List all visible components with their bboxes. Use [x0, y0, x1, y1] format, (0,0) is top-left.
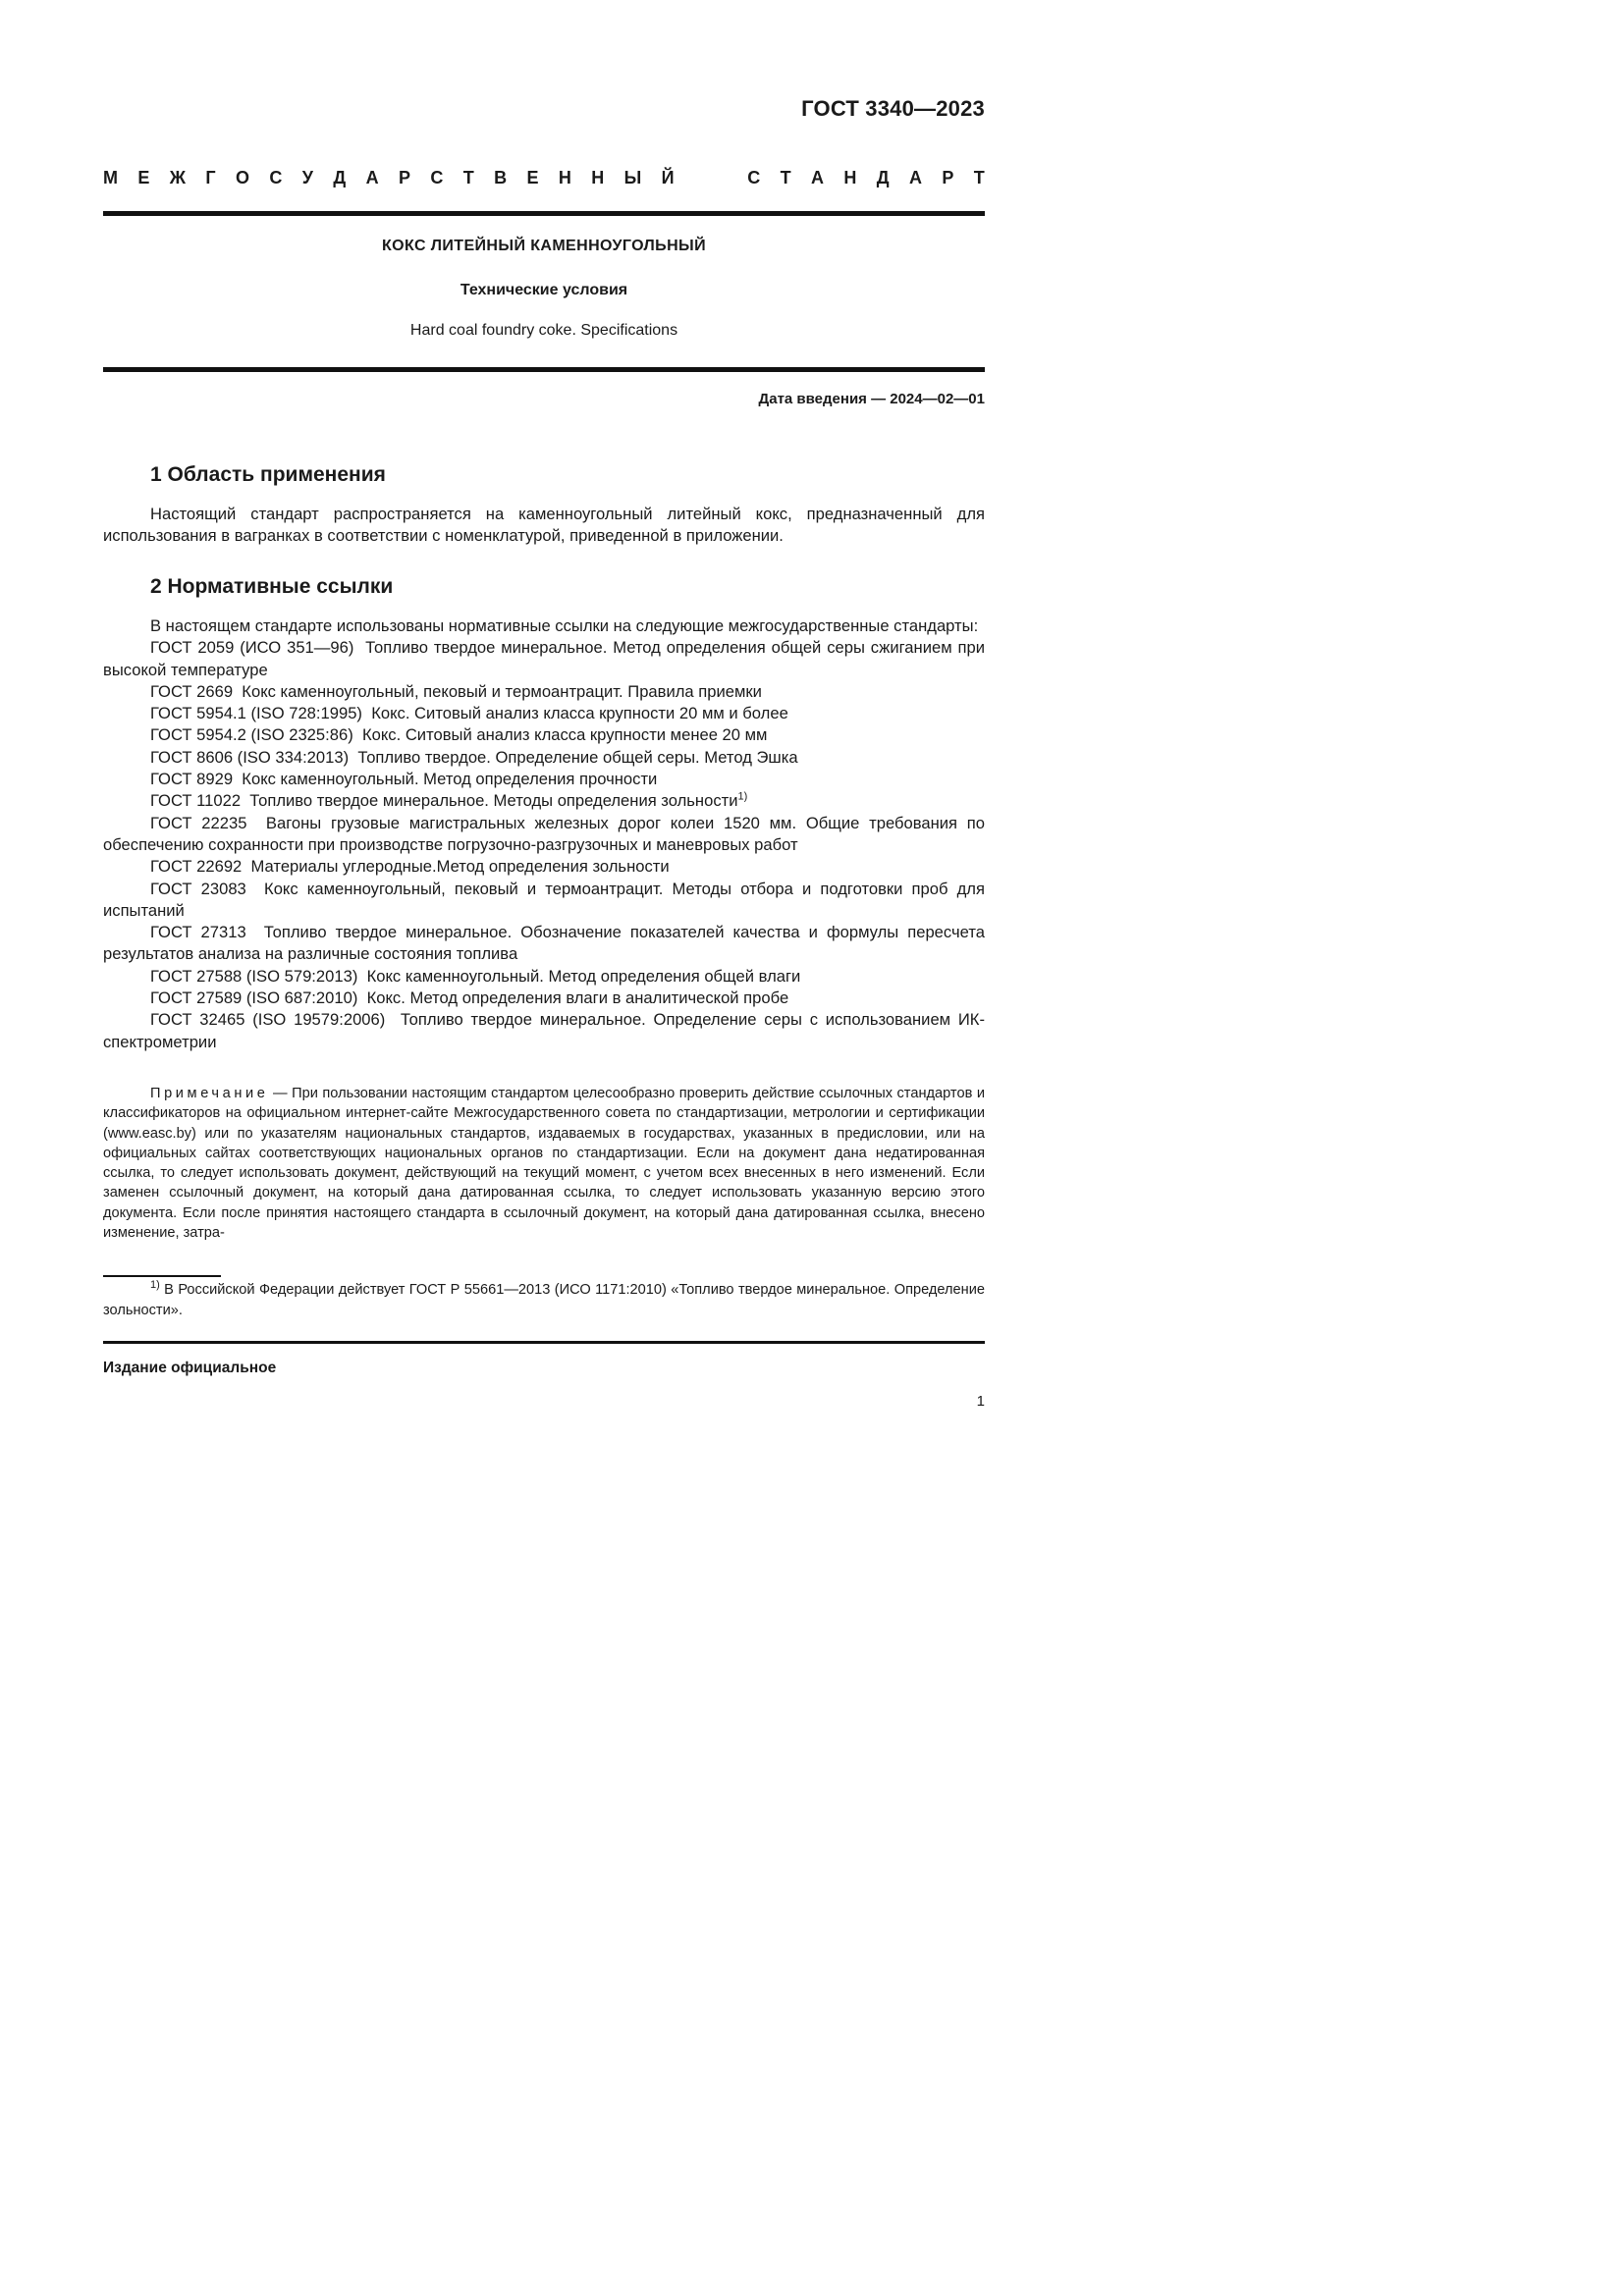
- header-rule-bottom: [103, 367, 985, 372]
- reference-title: Кокс. Ситовый анализ класса крупности 20 мм и более: [371, 704, 788, 723]
- document-code: ГОСТ 3340—2023: [801, 96, 985, 121]
- document-subtitle: Технические условия: [460, 282, 628, 298]
- banner-letter: Е: [137, 168, 150, 187]
- banner-letter: Т: [973, 168, 985, 187]
- reference-title: Топливо твердое минеральное. Определение серы с использованием ИК-спектрометрии: [103, 1010, 985, 1051]
- note-text: — При пользовании настоящим стандартом целесообразно проверить действие ссылочных стандартов и классификаторов на официальном интернет-сайте Межгосударственного совета по стандартизации, метрологии и сертификации (www.easc.by) или по указателям национальных стандартов, издаваемых в государствах, указанных в предисловии, или на официальных сайтах соответствующих национальных органов по стандартизации. Если на документ дана недатированная ссылка, то следует использовать документ, действующий на текущий момент, с учетом всех внесенных в него изменений. Если заменен ссылочный документ, на который дана датированная ссылка, то следует использовать указанную версию этого документа. Если после принятия настоящего стандарта в ссылочный документ, на который дана датированная ссылка, внесено изменение, затра-: [103, 1086, 985, 1242]
- reference-title: Кокс. Метод определения влаги в аналитической пробе: [366, 988, 789, 1008]
- reference-item: [103, 681, 985, 703]
- section-2-heading: 2 Нормативные ссылки: [150, 575, 394, 598]
- banner-letter: А: [811, 168, 825, 187]
- section-1-heading: 1 Область применения: [150, 463, 386, 486]
- banner-letter: Т: [780, 168, 791, 187]
- banner-letter: Ы: [623, 168, 642, 187]
- reference-item: [103, 813, 985, 857]
- reference-code: ГОСТ 27588 (ISO 579:2013): [150, 966, 358, 986]
- banner-letter: У: [301, 168, 313, 187]
- reference-title: Кокс каменноугольный. Метод определения общей влаги: [366, 966, 801, 986]
- reference-item: [103, 747, 985, 769]
- footnote-mark: 1): [150, 1279, 160, 1292]
- banner-letter: А: [365, 168, 379, 187]
- reference-title: Топливо твердое минеральное. Метод определения общей серы сжиганием при высокой температуре: [103, 638, 985, 679]
- reference-item: [103, 790, 985, 812]
- banner-letter: Р: [942, 168, 954, 187]
- footer-rule: [103, 1341, 985, 1344]
- introduction-date: Дата введения — 2024—02—01: [758, 391, 985, 407]
- footnote-text: В Российской Федерации действует ГОСТ Р 55661—2013 (ИСО 1171:2010) «Топливо твердое минеральное. Определение зольности».: [103, 1282, 985, 1318]
- official-edition-label: Издание официальное: [103, 1360, 277, 1376]
- reference-list: [103, 637, 985, 1053]
- section-1-text: Настоящий стандарт распространяется на каменноугольный литейный кокс, предназначенный для использования в вагранках в соответствии с номенклатурой, приведенной в приложении.: [103, 505, 985, 546]
- note-label: Примечание: [150, 1086, 269, 1101]
- banner-letter: В: [494, 168, 508, 187]
- reference-code: ГОСТ 2669: [150, 681, 234, 701]
- reference-title: Топливо твердое минеральное. Методы определения зольности: [249, 791, 738, 811]
- banner-letter: С: [269, 168, 283, 187]
- banner-letter: О: [236, 168, 250, 187]
- reference-code: ГОСТ 5954.2 (ISO 2325:86): [150, 725, 353, 745]
- banner-letter: Н: [591, 168, 605, 187]
- reference-title: Топливо твердое минеральное. Обозначение показателей качества и формулы пересчета результатов анализа на различные состояния топлива: [103, 923, 985, 964]
- banner-letter: Р: [398, 168, 410, 187]
- references-intro: В настоящем стандарте использованы нормативные ссылки на следующие межгосударственные стандарты:: [150, 616, 979, 635]
- reference-item: [103, 966, 985, 988]
- reference-footnote-mark: 1): [737, 790, 748, 803]
- reference-title: Кокс каменноугольный, пековый и термоантрацит. Правила приемки: [242, 681, 762, 701]
- reference-code: ГОСТ 27313: [150, 923, 246, 942]
- reference-code: ГОСТ 32465 (ISO 19579:2006): [150, 1010, 386, 1030]
- reference-code: ГОСТ 23083: [150, 879, 246, 898]
- reference-title: Кокс каменноугольный, пековый и термоантрацит. Методы отбора и подготовки проб для испытаний: [103, 879, 985, 920]
- banner-letter: Д: [333, 168, 347, 187]
- page-number: 1: [976, 1393, 985, 1410]
- reference-title: Кокс каменноугольный. Метод определения прочности: [242, 770, 658, 789]
- header-rule-top: [103, 211, 985, 216]
- document-title: КОКС ЛИТЕЙНЫЙ КАМЕННОУГОЛЬНЫЙ: [382, 238, 706, 254]
- reference-item: [103, 703, 985, 724]
- footnote: [103, 1280, 985, 1320]
- reference-item: [103, 724, 985, 746]
- footnote-separator: [103, 1275, 221, 1277]
- interstate-standard-banner: [103, 168, 985, 188]
- reference-item: [103, 879, 985, 923]
- banner-letter: С: [430, 168, 444, 187]
- reference-title: Вагоны грузовые магистральных железных дорог колеи 1520 мм. Общие требования по обеспечению сохранности при производстве погрузочно-разгрузочных и маневровых работ: [103, 813, 985, 854]
- banner-letter: С: [747, 168, 761, 187]
- document-title-english: Hard coal foundry coke. Specifications: [409, 322, 678, 339]
- banner-letter: А: [908, 168, 922, 187]
- reference-item: [103, 1009, 985, 1053]
- reference-code: ГОСТ 5954.1 (ISO 728:1995): [150, 704, 362, 723]
- reference-item: [103, 856, 985, 878]
- reference-code: ГОСТ 27589 (ISO 687:2010): [150, 988, 358, 1008]
- reference-item: [103, 988, 985, 1009]
- normative-references: [103, 615, 985, 1053]
- reference-title: Топливо твердое. Определение общей серы. Метод Эшка: [357, 747, 798, 767]
- banner-letter: Г: [205, 168, 216, 187]
- banner-letter: Д: [876, 168, 890, 187]
- banner-letter: Й: [661, 168, 675, 187]
- reference-title: Материалы углеродные.Метод определения зольности: [250, 857, 670, 877]
- reference-code: ГОСТ 11022: [150, 791, 242, 811]
- banner-letter: М: [103, 168, 118, 187]
- reference-title: Кокс. Ситовый анализ класса крупности менее 20 мм: [361, 725, 768, 745]
- reference-item: [103, 922, 985, 966]
- reference-item: [103, 637, 985, 681]
- banner-letter: Н: [558, 168, 571, 187]
- reference-code: ГОСТ 8929: [150, 770, 234, 789]
- reference-code: ГОСТ 2059 (ИСО 351—96): [150, 638, 354, 658]
- reference-code: ГОСТ 8606 (ISO 334:2013): [150, 747, 350, 767]
- banner-word-gap: [694, 168, 728, 188]
- reference-code: ГОСТ 22235: [150, 813, 247, 832]
- banner-letter: Е: [526, 168, 539, 187]
- banner-letter: Т: [462, 168, 474, 187]
- document-page: [0, 0, 1083, 1531]
- reference-code: ГОСТ 22692: [150, 857, 243, 877]
- reference-item: [103, 769, 985, 790]
- note-block: [103, 1084, 985, 1243]
- banner-letter: Ж: [169, 168, 187, 187]
- banner-letter: Н: [843, 168, 857, 187]
